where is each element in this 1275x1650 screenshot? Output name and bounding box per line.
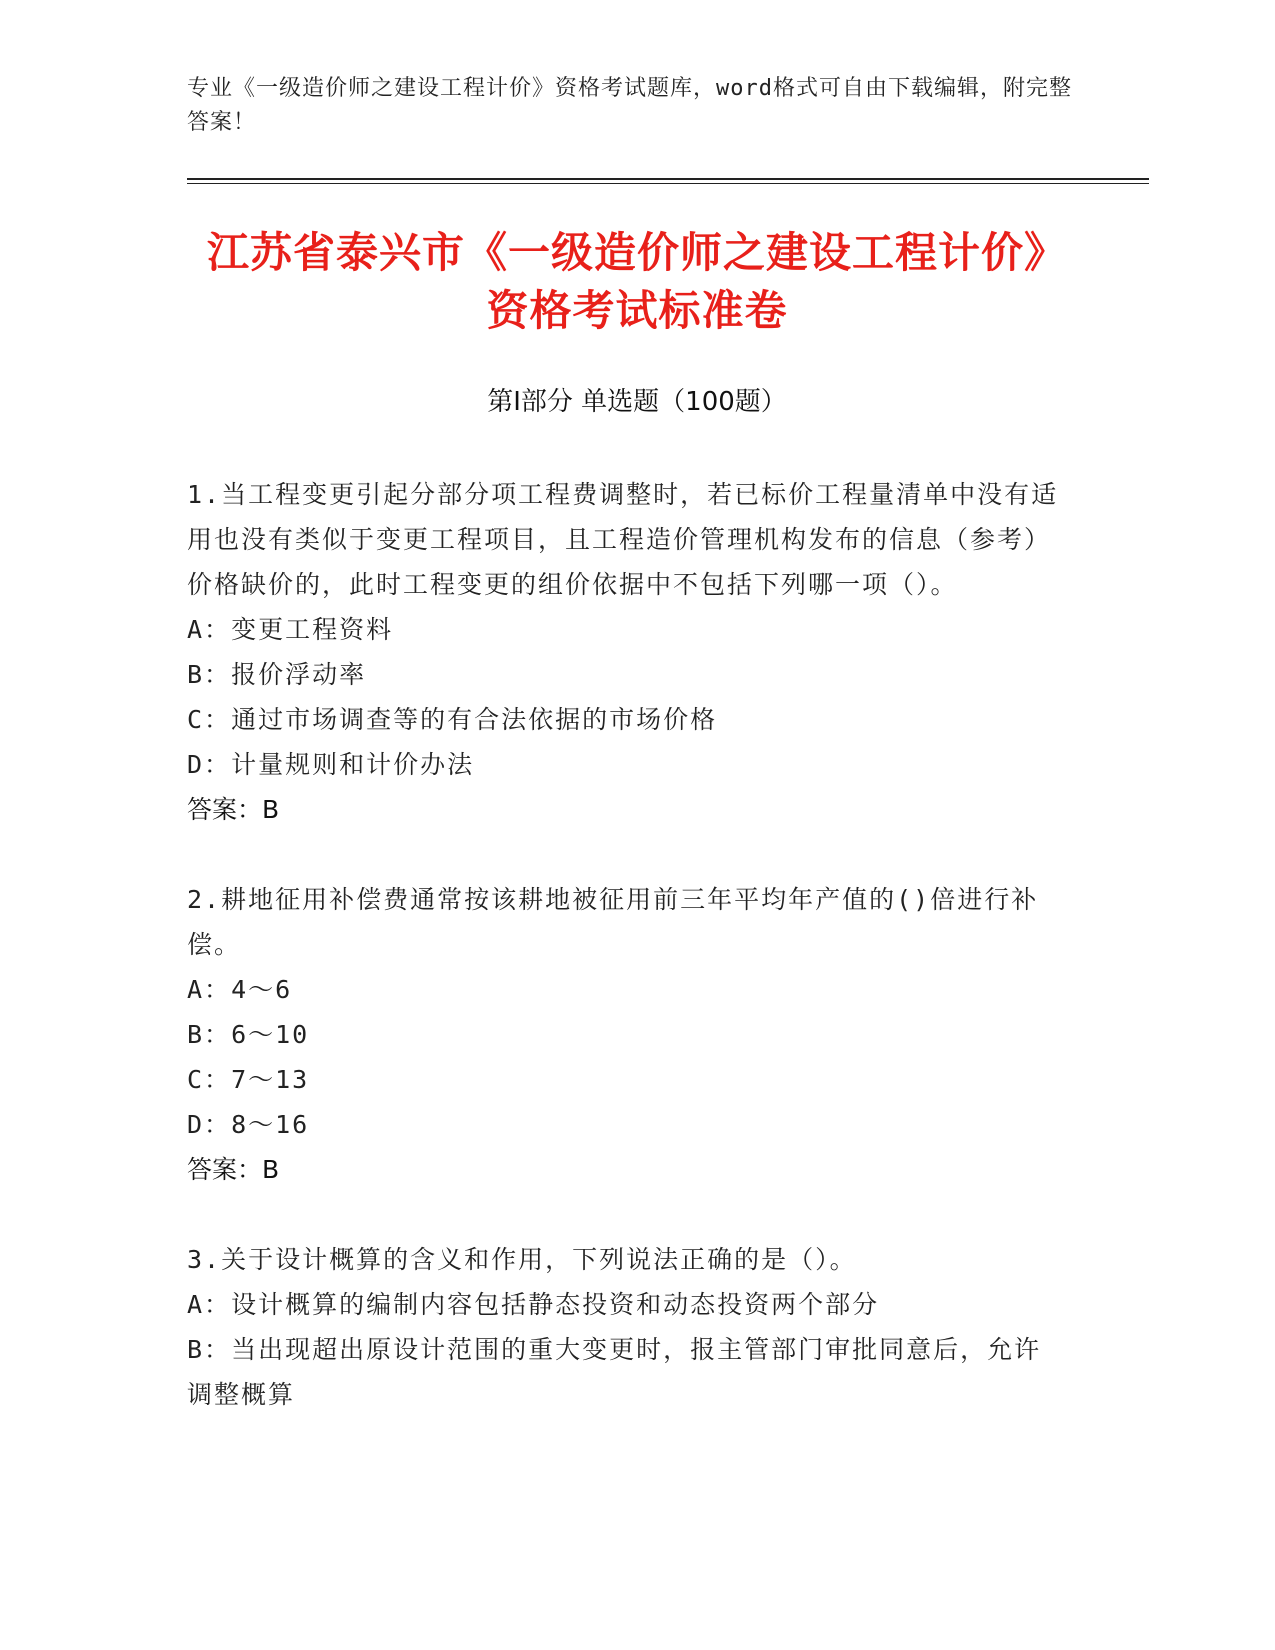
option-key: C： bbox=[187, 705, 232, 734]
option-d bbox=[187, 742, 1067, 787]
option-text: 7～13 bbox=[231, 1065, 310, 1094]
option-key: D： bbox=[187, 1110, 232, 1139]
header-note: 专业《一级造价师之建设工程计价》资格考试题库，word格式可自由下载编辑，附完整答案！ bbox=[187, 76, 1072, 135]
option-key: A： bbox=[187, 975, 232, 1004]
document-title: 江苏省泰兴市《一级造价师之建设工程计价》资格考试标准卷 bbox=[206, 228, 1067, 335]
question-3 bbox=[187, 1237, 1067, 1417]
option-key: A： bbox=[187, 615, 232, 644]
question-stem: 2.耕地征用补偿费通常按该耕地被征用前三年平均年产值的()倍进行补偿。 bbox=[187, 885, 1039, 959]
option-text: 6～10 bbox=[231, 1020, 310, 1049]
option-c bbox=[187, 1057, 1067, 1102]
answer: 答案：B bbox=[187, 795, 280, 824]
option-text: 8～16 bbox=[231, 1110, 310, 1139]
option-d bbox=[187, 1102, 1067, 1147]
option-a bbox=[187, 607, 1067, 652]
option-text: 通过市场调查等的有合法依据的市场价格 bbox=[231, 705, 718, 734]
question-list bbox=[187, 472, 1067, 1462]
header-divider-thin bbox=[187, 183, 1149, 184]
option-key: D： bbox=[187, 750, 232, 779]
option-b bbox=[187, 1012, 1067, 1057]
option-b bbox=[187, 652, 1067, 697]
option-text: 当出现超出原设计范围的重大变更时，报主管部门审批同意后，允许调整概算 bbox=[187, 1335, 1042, 1409]
option-a bbox=[187, 967, 1067, 1012]
section-title: 第Ⅰ部分 单选题（100题） bbox=[487, 387, 787, 417]
question-2 bbox=[187, 877, 1067, 1192]
answer: 答案：B bbox=[187, 1155, 280, 1184]
option-key: A： bbox=[187, 1290, 232, 1319]
question-stem: 1.当工程变更引起分部分项工程费调整时，若已标价工程量清单中没有适用也没有类似于变更工程项目，且工程造价管理机构发布的信息（参考）价格缺价的，此时工程变更的组价依据中不包括下列哪一项（）。 bbox=[187, 480, 1059, 599]
question-stem: 3.关于设计概算的含义和作用，下列说法正确的是（）。 bbox=[187, 1245, 857, 1274]
option-text: 报价浮动率 bbox=[231, 660, 367, 689]
question-1 bbox=[187, 472, 1067, 832]
option-b bbox=[187, 1327, 1067, 1417]
option-text: 变更工程资料 bbox=[231, 615, 394, 644]
option-text: 计量规则和计价办法 bbox=[231, 750, 475, 779]
option-c bbox=[187, 697, 1067, 742]
option-text: 设计概算的编制内容包括静态投资和动态投资两个部分 bbox=[231, 1290, 880, 1319]
option-text: 4～6 bbox=[231, 975, 293, 1004]
option-a bbox=[187, 1282, 1067, 1327]
option-key: B： bbox=[187, 660, 232, 689]
option-key: B： bbox=[187, 1020, 232, 1049]
option-key: C： bbox=[187, 1065, 232, 1094]
option-key: B： bbox=[187, 1335, 232, 1364]
header-divider-thick bbox=[187, 178, 1149, 180]
